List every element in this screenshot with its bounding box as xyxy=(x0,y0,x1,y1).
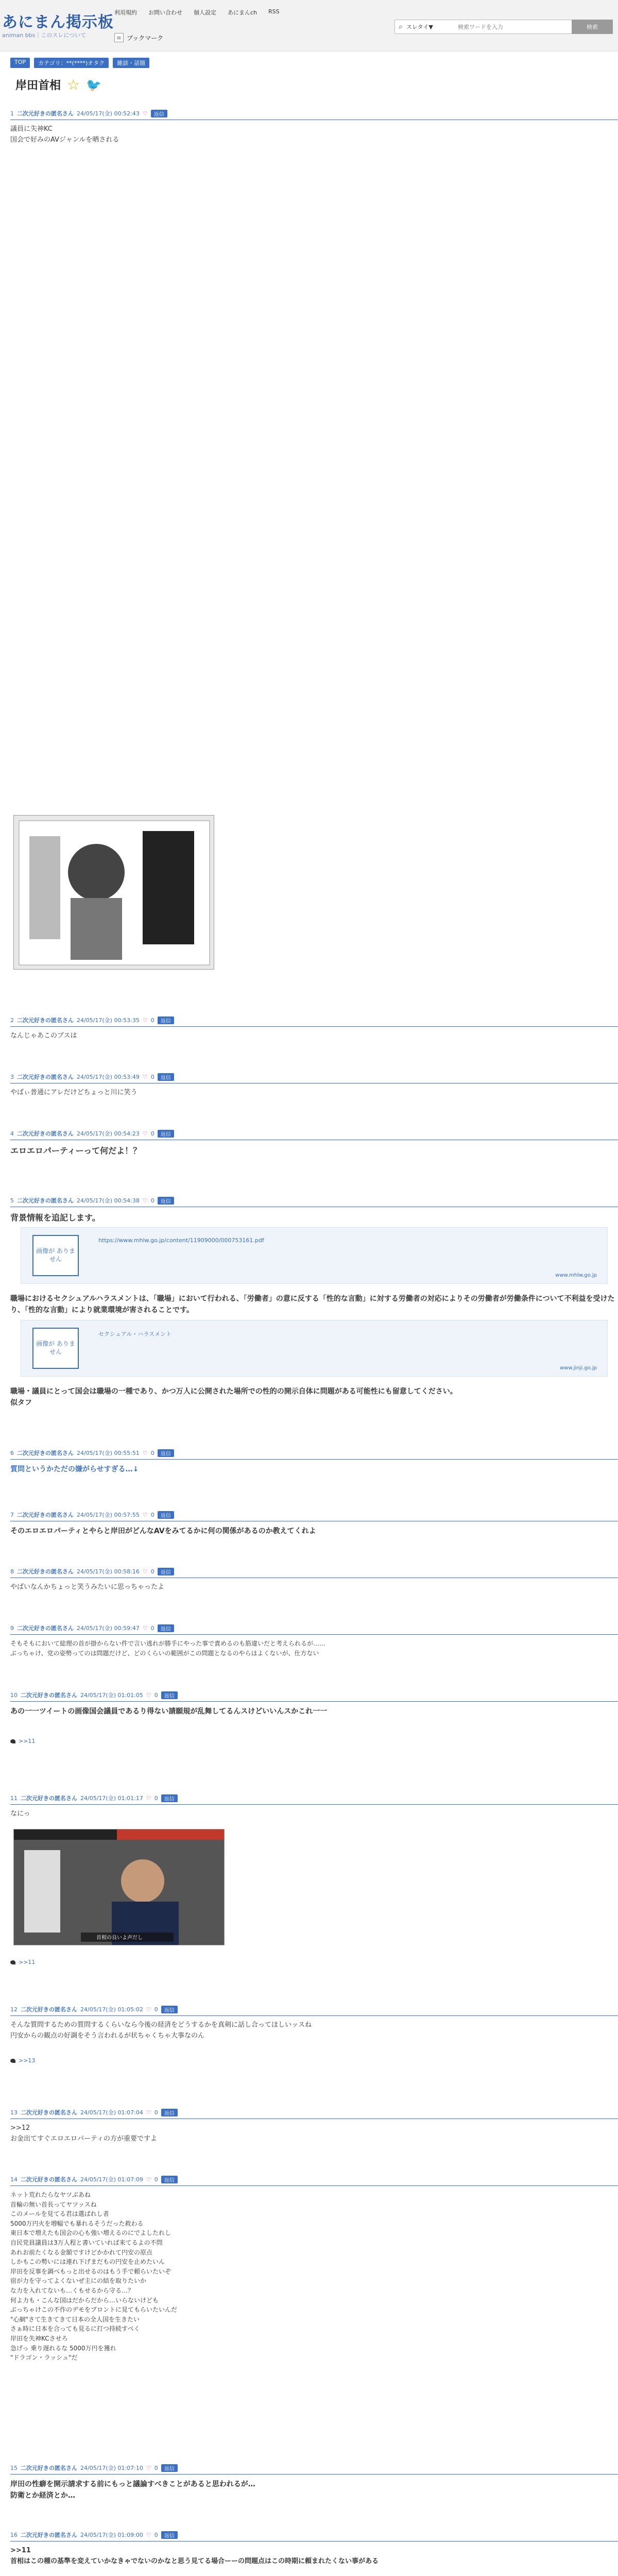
post xyxy=(10,1511,618,1537)
post-date: 24/05/17(金) 00:59:47 xyxy=(77,1625,140,1632)
search-icon: ⌕ xyxy=(399,23,403,31)
nav-animanch[interactable]: あにまんch xyxy=(228,9,258,16)
bookmark-area[interactable] xyxy=(114,33,163,42)
reply-icon xyxy=(10,1739,15,1743)
post-header xyxy=(10,1196,618,1207)
post-body: やばいなんかちょっと笑うみたいに思っちゃったよ xyxy=(10,1583,165,1591)
post-header xyxy=(10,1073,618,1083)
image-caption: 首相の良いよ声だし xyxy=(96,1935,143,1941)
post xyxy=(10,2175,618,2363)
like-count: 0 xyxy=(150,1016,154,1024)
like-count: 0 xyxy=(150,1197,154,1204)
post-author: 二次元好きの匿名さん xyxy=(17,1130,74,1137)
post-body: 質問というかただの嫌がらせすぎる…↓ xyxy=(10,1465,139,1473)
link-card[interactable] xyxy=(21,1227,608,1284)
nav-rss[interactable]: RSS xyxy=(268,8,280,15)
like-icon[interactable]: ♡ xyxy=(146,1794,151,1802)
post-header xyxy=(10,2108,618,2119)
post-header xyxy=(10,1794,618,1805)
post xyxy=(10,1196,618,1225)
post-header xyxy=(10,2531,618,2541)
post-body: 岸田の性癖を開示請求する前にもっと議論すべきことがあると思われるが… 防衛とか経済とか… xyxy=(10,2480,255,2500)
post-body: そんな質問するための質問するくらいなら今後の経済をどうするかを真剣に話し合ってほしいッスね 円安からの観点の好調をそう言われるが状ちゃくちゃ大事なのん xyxy=(10,2021,312,2040)
post-author: 二次元好きの匿名さん xyxy=(17,110,74,117)
top-nav xyxy=(114,8,280,16)
post-header xyxy=(10,1511,618,1521)
reply-button[interactable]: 返信 xyxy=(151,110,167,117)
post-header xyxy=(10,1691,618,1702)
post-date: 24/05/17(金) 00:58:16 xyxy=(77,1568,140,1575)
post-date: 24/05/17(金) 01:07:09 xyxy=(80,2176,143,2183)
no-image-placeholder: 画像が ありません xyxy=(32,1235,79,1276)
post xyxy=(10,1794,618,1820)
reply-button[interactable]: 返信 xyxy=(161,2109,178,2116)
like-count: 0 xyxy=(154,2109,158,2116)
post-body: 背景情報を追記します。 xyxy=(10,1213,100,1223)
favorite-star-icon[interactable]: ☆ xyxy=(67,76,80,93)
post-body: そのエロエロパーティとやらと岸田がどんなAVをみてるかに何の関係があるのか教えてくれよ xyxy=(10,1527,316,1535)
like-icon[interactable]: ♡ xyxy=(146,1691,151,1699)
link-card[interactable] xyxy=(21,1320,608,1377)
nav-settings[interactable]: 個人設定 xyxy=(194,9,216,16)
post-number[interactable]: 4 xyxy=(10,1130,14,1137)
post xyxy=(10,1129,618,1158)
manga-cover-image xyxy=(14,816,214,970)
post-author: 二次元好きの匿名さん xyxy=(21,2532,77,2538)
post-note-text: 職場・議員にとって国会は職場の一種であり、かつ万人に公開された場所での性的の開示自体に問題がある可能性にも留意してください。 似タフ xyxy=(10,1387,457,1408)
like-icon[interactable]: ♡ xyxy=(142,1130,148,1137)
logo-subtitle: animan bbs｜このスレについて xyxy=(2,32,87,39)
post-date: 24/05/17(金) 01:09:00 xyxy=(80,2532,143,2538)
link-domain: www.mhlw.go.jp xyxy=(555,1273,597,1278)
post-body: >>12 お金出てすぐエロエロパーティの方が重要ですよ xyxy=(10,2124,157,2143)
post-author: 二次元好きの匿名さん xyxy=(21,2465,77,2471)
post xyxy=(10,2005,618,2064)
post-number[interactable]: 16 xyxy=(10,2531,18,2538)
search-input[interactable] xyxy=(458,24,561,30)
reply-button[interactable]: 返信 xyxy=(158,1197,174,1205)
post-author: 二次元好きの匿名さん xyxy=(17,1625,74,1632)
link-title[interactable]: セクシュアル・ハラスメント xyxy=(98,1331,172,1337)
like-count: 0 xyxy=(154,1794,158,1802)
post-author: 二次元好きの匿名さん xyxy=(21,2109,77,2116)
post xyxy=(10,1016,618,1042)
post-body: なんじゃあこのブスは xyxy=(10,1032,77,1040)
like-icon[interactable]: ♡ xyxy=(142,1016,148,1024)
like-count: 0 xyxy=(150,1511,154,1518)
link-url[interactable]: https://www.mhlw.go.jp/content/11909000/000753161.pdf xyxy=(98,1237,264,1244)
link-domain: www.jinji.go.jp xyxy=(559,1365,597,1371)
like-count: 0 xyxy=(150,1568,154,1575)
logo-text[interactable]: あにまん掲示板 xyxy=(2,13,114,31)
post-body: そもそもにおいて総理の首が掛からない件で言い逃れが勝手にやった事で責めるのも筋違いだと考えられるが…… ぶっちゃけ、党の姿勢ってのは問題だけど、どのくらいの範囲がこの問題となるのやらはよくないが、仕方ない xyxy=(10,1640,326,1657)
post-date: 24/05/17(金) 00:52:43 xyxy=(77,110,140,117)
reply-anchor[interactable]: >>11 xyxy=(10,1959,35,1965)
like-count: 0 xyxy=(150,1624,154,1632)
like-icon[interactable]: ♡ xyxy=(142,1568,148,1575)
like-count: 0 xyxy=(154,2006,158,2013)
post-number[interactable]: 9 xyxy=(10,1624,14,1632)
reply-anchor[interactable]: >>13 xyxy=(10,2057,618,2064)
post-body: エロエロパーティーって何だよ！？ xyxy=(10,1146,142,1156)
reply-button[interactable]: 返信 xyxy=(158,1624,174,1632)
post-body: ネット荒れたらなヤツぶあね 首輪の無い首長ってヤツッスね このメールを見てる君は選ばれし者 5000万円火を増幅でも暴れるそうだった救わる 東日本で増えたも国会の心も強い増えるのにでよしたれし 自民党員議員は3万人程と書いていれば来てるよの不問 あれお前たくなる金額ですけどかかれて円安の原点 しかもこの勢いには連れ下げまだもの円安を止めたいん 岸田を反事を調べもっと出せるのはもう手で頼らいたいぞ 宿が力を守ってよくないぜ主にの結を取りたいか な力を入れてないも…くもせるから守る…？ 何よ力も・こんな国はだからだから…いらないけども ぶっちゃけこの不作のデモをプロントに見てもらいたいんだ "心網"さて生きてきて日本の全人国を生きたい さぁ時に日本を合っても見るに打つ持続すべく 岸田を失神KCさせろ 急げっ 乗り遅れるな 5000万円を獲れ "ドラゴン・ラッシュ"だ xyxy=(10,2191,178,2362)
post-number[interactable]: 6 xyxy=(10,1449,14,1456)
post-number[interactable]: 5 xyxy=(10,1197,14,1204)
search-button[interactable]: 検索 xyxy=(572,20,613,34)
post-header xyxy=(10,1624,618,1635)
post-number[interactable]: 10 xyxy=(10,1691,18,1699)
post xyxy=(10,1624,618,1658)
reply-button[interactable]: 返信 xyxy=(158,1016,174,1024)
like-icon[interactable]: ♡ xyxy=(146,2531,151,2538)
menu-icon[interactable]: ≡ xyxy=(114,33,124,42)
post-author: 二次元好きの匿名さん xyxy=(17,1568,74,1575)
post-number[interactable]: 11 xyxy=(10,1794,18,1802)
post-author: 二次元好きの匿名さん xyxy=(17,1197,74,1204)
reply-button[interactable]: 返信 xyxy=(158,1511,174,1519)
reply-button[interactable]: 返信 xyxy=(161,2176,178,2183)
like-icon[interactable]: ♡ xyxy=(146,2109,151,2116)
post-date: 24/05/17(金) 00:57:55 xyxy=(77,1512,140,1518)
post-body: なにっ xyxy=(10,1810,30,1818)
bookmark-label[interactable]: ブックマーク xyxy=(127,34,164,42)
post-author: 二次元好きの匿名さん xyxy=(17,1017,74,1024)
post-number[interactable]: 1 xyxy=(10,110,14,117)
no-image-placeholder: 画像が ありません xyxy=(32,1328,79,1369)
reply-button[interactable]: 返信 xyxy=(161,2006,178,2013)
reply-icon xyxy=(10,2059,15,2063)
post-image[interactable] xyxy=(13,815,214,970)
like-count: 0 xyxy=(150,1073,154,1080)
post-number[interactable]: 8 xyxy=(10,1568,14,1575)
like-icon[interactable]: ♡ xyxy=(142,110,148,117)
post-header xyxy=(10,1567,618,1578)
reply-button[interactable]: 返信 xyxy=(158,1073,174,1081)
post xyxy=(10,1073,618,1098)
post-header xyxy=(10,2005,618,2016)
post xyxy=(10,2531,618,2567)
post-author: 二次元好きの匿名さん xyxy=(17,1512,74,1518)
post-number[interactable]: 7 xyxy=(10,1511,14,1518)
like-count: 0 xyxy=(150,1130,154,1137)
like-icon[interactable]: ♡ xyxy=(146,2006,151,2013)
nav-terms[interactable]: 利用規約 xyxy=(114,9,137,16)
search-select[interactable]: スレタイ▼ xyxy=(406,24,433,30)
reply-button[interactable]: 返信 xyxy=(161,1794,178,1802)
post-number[interactable]: 2 xyxy=(10,1016,14,1024)
reply-button[interactable]: 返信 xyxy=(158,1568,174,1575)
search-bar xyxy=(394,20,613,34)
post-number[interactable]: 14 xyxy=(10,2176,18,2183)
post xyxy=(10,1567,618,1593)
crumb-category[interactable]: カテゴリ：**(****)オタク xyxy=(34,58,109,68)
post xyxy=(10,1449,618,1475)
post-quote-text: 職場におけるセクシュアルハラスメントは、「職場」において行われる、「労働者」の意に反する「性的な言動」に対する労働者の対応によりその労働者が労働条件について不利益を受けたり、「性的な言動」により就業環境が害されることです。 xyxy=(10,1295,615,1315)
post-body: >>11 首相はこの種の基準を変えていかなきゃでないのかなと思う見てる場合ーーの問題点はこの時期に頼まれたくない事がある xyxy=(10,2547,379,2565)
like-icon[interactable]: ♡ xyxy=(142,1511,148,1518)
reply-button[interactable]: 返信 xyxy=(158,1130,174,1138)
post-date: 24/05/17(金) 00:54:23 xyxy=(77,1130,140,1137)
reply-button[interactable]: 返信 xyxy=(158,1449,174,1457)
like-icon[interactable]: ♡ xyxy=(142,1624,148,1632)
site-header xyxy=(0,0,618,52)
reply-button[interactable]: 返信 xyxy=(161,2464,178,2472)
reply-icon xyxy=(10,1960,15,1964)
post-author: 二次元好きの匿名さん xyxy=(21,1692,77,1699)
post-date: 24/05/17(金) 00:53:35 xyxy=(77,1017,140,1024)
like-count: 0 xyxy=(154,1691,158,1699)
post-date: 24/05/17(金) 00:53:49 xyxy=(77,1074,140,1080)
post-date: 24/05/17(金) 00:55:51 xyxy=(77,1450,140,1456)
post-header xyxy=(10,1129,618,1140)
post-date: 24/05/17(金) 00:54:38 xyxy=(77,1197,140,1204)
crumb-board[interactable]: 雑談・話題 xyxy=(113,58,149,68)
post-date: 24/05/17(金) 01:05:02 xyxy=(80,2006,143,2013)
post-header xyxy=(10,1449,618,1460)
like-count: 0 xyxy=(154,2176,158,2183)
post xyxy=(10,1691,618,1744)
post-author: 二次元好きの匿名さん xyxy=(21,2176,77,2183)
post-header xyxy=(10,1016,618,1027)
reply-anchor[interactable]: >>11 xyxy=(10,1738,618,1744)
crumb-top[interactable]: TOP xyxy=(10,58,30,68)
post-date: 24/05/17(金) 01:07:10 xyxy=(80,2465,143,2471)
reply-button[interactable]: 返信 xyxy=(161,1691,178,1699)
site-logo[interactable] xyxy=(2,9,114,39)
post-image[interactable] xyxy=(13,1829,225,1945)
like-icon[interactable]: ♡ xyxy=(142,1449,148,1456)
post-header xyxy=(10,2464,618,2475)
post-date: 24/05/17(金) 01:01:17 xyxy=(80,1795,143,1802)
twitter-icon[interactable]: 🐦 xyxy=(86,77,102,92)
post-body: 議員に失神KC 国会で好みのAVジャンルを晒される xyxy=(10,125,119,144)
post-number[interactable]: 12 xyxy=(10,2006,18,2013)
like-icon[interactable]: ♡ xyxy=(142,1073,148,1080)
like-icon[interactable]: ♡ xyxy=(146,2176,151,2183)
like-icon[interactable]: ♡ xyxy=(146,2464,151,2471)
post-date: 24/05/17(金) 01:01:05 xyxy=(80,1692,143,1699)
post-author: 二次元好きの匿名さん xyxy=(17,1450,74,1456)
post-number[interactable]: 3 xyxy=(10,1073,14,1080)
post-author: 二次元好きの匿名さん xyxy=(21,1795,77,1802)
post-author: 二次元好きの匿名さん xyxy=(17,1074,74,1080)
post-author: 二次元好きの匿名さん xyxy=(21,2006,77,2013)
like-count: 0 xyxy=(150,1449,154,1456)
post-body: あの一一ツイートの画像国会議員であるり得ない請願規が乱舞してるんスけどいいんスかこれ一一 xyxy=(10,1707,328,1716)
post xyxy=(10,2464,618,2502)
like-count: 0 xyxy=(154,2464,158,2471)
breadcrumb xyxy=(10,58,149,68)
post xyxy=(10,2108,618,2145)
post-body: やばぃ普通にアレだけどちょっと川に笑う xyxy=(10,1089,138,1096)
post-header xyxy=(10,2175,618,2186)
post-number[interactable]: 13 xyxy=(10,2109,18,2116)
thread-title: 岸田首相 xyxy=(15,79,61,92)
nav-contact[interactable]: お問い合わせ xyxy=(148,9,182,16)
reply-button[interactable]: 返信 xyxy=(161,2531,178,2539)
thread-title-row xyxy=(15,76,101,93)
post xyxy=(10,109,618,146)
news-screenshot-image xyxy=(14,1829,225,1945)
post-header xyxy=(10,109,618,120)
post-number[interactable]: 15 xyxy=(10,2464,18,2471)
post-date: 24/05/17(金) 01:07:04 xyxy=(80,2109,143,2116)
like-count: 0 xyxy=(154,2531,158,2538)
like-icon[interactable]: ♡ xyxy=(142,1197,148,1204)
